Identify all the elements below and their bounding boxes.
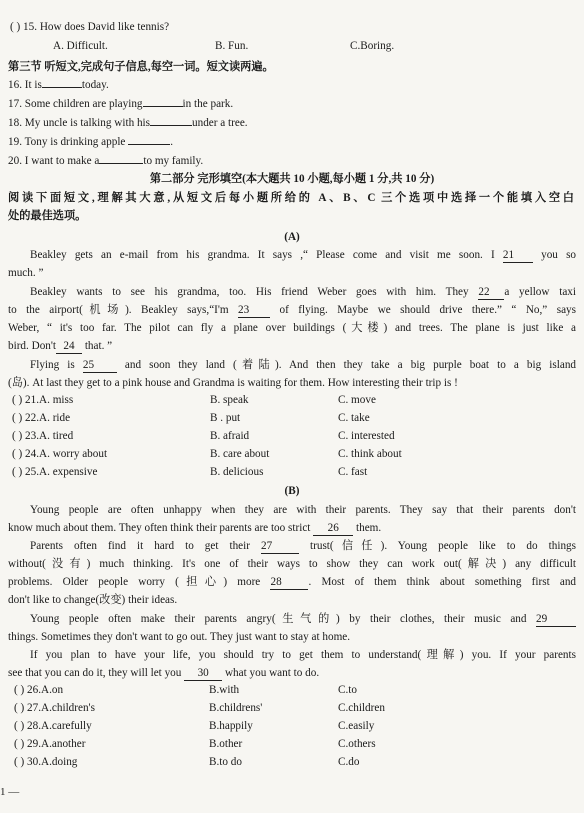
q15-option-c: C.Boring. [350,40,395,52]
fill-item-16: 16. It is today. [8,79,109,91]
option-row-30-a: ( ) 30.A.doing [14,756,78,768]
q15-option-b: B. Fun. [215,40,249,52]
option-row-29-a: ( ) 29.A.another [14,738,86,750]
option-row-30-c: C.do [338,756,360,768]
option-row-29-c: C.others [338,738,376,750]
passage-b-line: things. Sometimes they don't want to go out. They just want to stay at home. [8,631,351,643]
option-row-28-c: C.easily [338,720,375,732]
option-row-24-c: C. think about [338,448,402,460]
option-row-23-c: C. interested [338,430,395,442]
part-2-instructions-1: 阅读下面短文,理解其大意,从短文后每小题所给的 A、B、C 三个选项中选择一个能填入空白 [8,192,574,204]
passage-b-line: see that you can do it, they will let you 30 what you want to do. [8,667,320,679]
option-row-24-a: ( ) 24.A. worry about [12,448,108,460]
passage-b-line: If you plan to have your life, you should try to get them to understand(理解) you. If your parents [30,649,576,661]
section-3-heading: 第三节 听短文,完成句子信息,每空一词。短文读两遍。 [8,61,274,73]
passage-a-line: Flying is 25 and soon they land (着陆). And then they take a big purple boat to a big island [30,359,577,371]
passage-a-line: Beakley gets an e-mail from his grandma. It says ,“ Please come and visit me soon. I 21 you so [30,249,577,261]
fill-item-17: 17. Some children are playing in the park. [8,98,234,110]
option-row-26-c: C.to [338,684,357,696]
option-row-28-b: B.happily [209,720,253,732]
fill-item-20: 20. I want to make a to my family. [8,155,204,167]
option-row-25-b: B. delicious [210,466,264,478]
passage-a-line: much. ” [8,267,44,279]
option-row-25-a: ( ) 25.A. expensive [12,466,98,478]
option-row-26-b: B.with [209,684,240,696]
option-row-28-a: ( ) 28.A.carefully [14,720,92,732]
fill-item-19: 19. Tony is drinking apple . [8,136,173,148]
option-row-24-b: B. care about [210,448,270,460]
passage-b-line: without(没有) much thinking. It's one of their ways to show they can work out(解决) any difficult [8,558,576,570]
option-row-29-b: B.other [209,738,243,750]
option-row-22-a: ( ) 22.A. ride [12,412,71,424]
passage-b-line: don't like to change(改变) their ideas. [8,594,178,606]
passage-b-line: know much about them. They often think their parents are too strict 26 them. [8,522,382,534]
fill-item-18: 18. My uncle is talking with his under a tree. [8,117,248,129]
passage-a-label: (A) [284,231,300,243]
option-row-27-b: B.childrens' [209,702,263,714]
option-row-21-c: C. move [338,394,376,406]
passage-a-line: to the airport(机场). Beakley says,“I'm 23 of flying. Maybe we should drive there.” “ No,” says [8,304,576,316]
passage-b-line: Parents often find it hard to get their 27 trust(信任). Young people like to do things [30,540,576,552]
option-row-27-c: C.children [338,702,385,714]
part-2-title: 第二部分 完形填空(本大题共 10 小题,每小题 1 分,共 10 分) [149,173,435,185]
passage-b-line: Young people often make their parents angry(生气的) by their clothes, their music and 29 [30,612,576,627]
option-row-27-a: ( ) 27.A.children's [14,702,95,714]
passage-a-line: Beakley wants to see his grandma, too. His friend Weber goes with him. They 22 a yellow taxi [30,286,576,298]
part-2-instructions-2: 处的最佳选项。 [8,210,87,222]
option-row-30-b: B.to do [209,756,242,768]
option-row-21-b: B. speak [210,394,249,406]
passage-b-line: Young people are often unhappy when they are with their parents. They say that their parents don't [30,504,576,516]
passage-b-line: problems. Older people worry (担心) more 28 . Most of them think about something first and [8,576,577,588]
passage-a-line: (岛). At last they get to a pink house and Grandma is waiting for them. How interesting their trip is ! [8,377,458,389]
passage-b-label: (B) [284,485,300,497]
option-row-26-a: ( ) 26.A.on [14,684,64,696]
option-row-25-c: C. fast [338,466,368,478]
passage-a-line: Weber, “ it's too far. The pilot can fly a plane over buildings (大楼) and trees. The plane is just like a [8,322,576,334]
option-row-21-a: ( ) 21.A. miss [12,394,74,406]
passage-a-line: bird. Don't 24 that. ” [8,340,113,352]
option-row-22-b: B . put [210,412,241,424]
option-row-23-b: B. afraid [210,430,250,442]
option-row-22-c: C. take [338,412,370,424]
page-footer: 1 — [0,786,20,798]
q15-option-a: A. Difficult. [53,40,108,52]
question-15-stem: ( ) 15. How does David like tennis? [10,21,170,33]
option-row-23-a: ( ) 23.A. tired [12,430,74,442]
